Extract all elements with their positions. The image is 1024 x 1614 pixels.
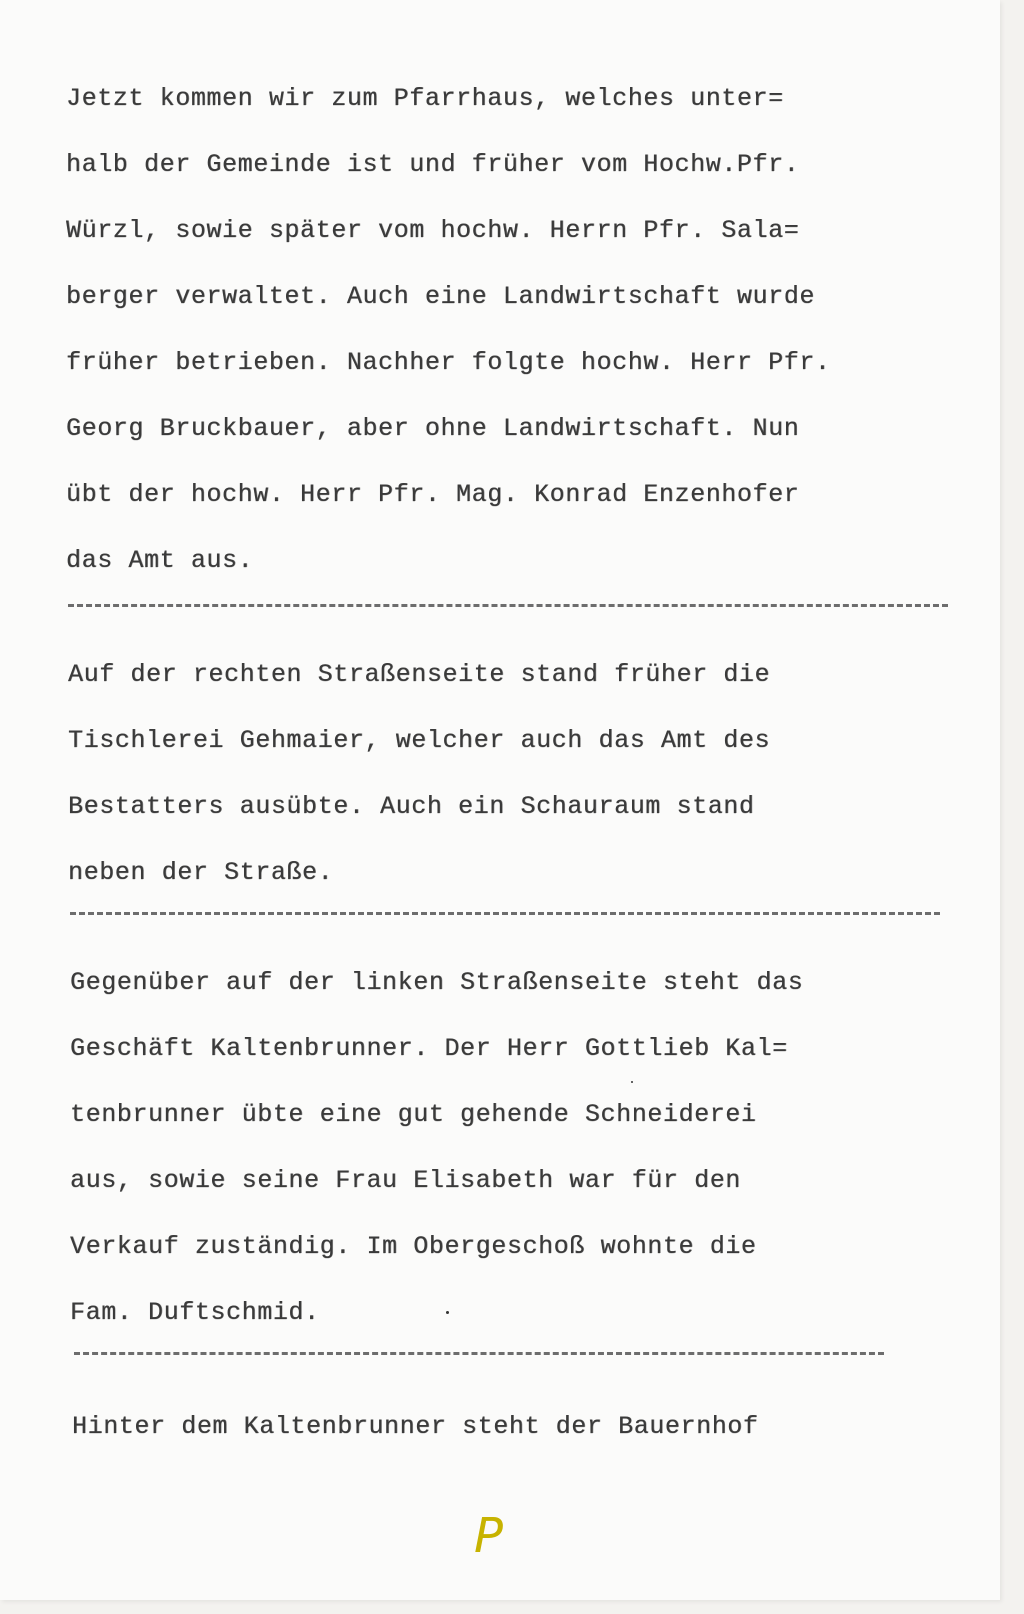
text-line: Bestatters ausübte. Auch ein Schauraum stand [68, 792, 755, 821]
text-line: Geschäft Kaltenbrunner. Der Herr Gottlieb Kal= [70, 1034, 788, 1063]
handwritten-pencil-mark: P [474, 1508, 503, 1564]
dashed-separator [68, 604, 948, 607]
text-line: übt der hochw. Herr Pfr. Mag. Konrad Enzenhofer [66, 480, 800, 509]
ink-speck [446, 1311, 449, 1314]
text-line: Jetzt kommen wir zum Pfarrhaus, welches unter= [66, 84, 784, 113]
text-line: tenbrunner übte eine gut gehende Schneiderei [70, 1100, 757, 1129]
dashed-separator [74, 1352, 884, 1355]
text-line: neben der Straße. [68, 858, 334, 887]
paragraph-tischlerei [68, 642, 770, 906]
paragraph-pfarrhaus [66, 66, 831, 594]
text-line: berger verwaltet. Auch eine Landwirtschaft wurde [66, 282, 815, 311]
text-line: Würzl, sowie später vom hochw. Herrn Pfr. Sala= [66, 216, 800, 245]
text-line: Tischlerei Gehmaier, welcher auch das Amt des [68, 726, 771, 755]
text-line: Auf der rechten Straßenseite stand früher die [68, 660, 771, 689]
text-line: Verkauf zuständig. Im Obergeschoß wohnte die [70, 1232, 757, 1261]
text-line: früher betrieben. Nachher folgte hochw. Herr Pfr. [66, 348, 831, 377]
text-line: aus, sowie seine Frau Elisabeth war für den [70, 1166, 741, 1195]
text-line: Hinter dem Kaltenbrunner steht der Bauernhof [72, 1412, 759, 1441]
paragraph-bauernhof [72, 1394, 759, 1460]
text-line: Georg Bruckbauer, aber ohne Landwirtschaft. Nun [66, 414, 800, 443]
dashed-separator [70, 912, 940, 915]
text-line: halb der Gemeinde ist und früher vom Hochw.Pfr. [66, 150, 800, 179]
ink-speck [631, 1081, 633, 1083]
text-line: Gegenüber auf der linken Straßenseite steht das [70, 968, 804, 997]
text-line: das Amt aus. [66, 546, 254, 575]
text-line: Fam. Duftschmid. [70, 1298, 320, 1327]
paragraph-kaltenbrunner [70, 950, 803, 1346]
